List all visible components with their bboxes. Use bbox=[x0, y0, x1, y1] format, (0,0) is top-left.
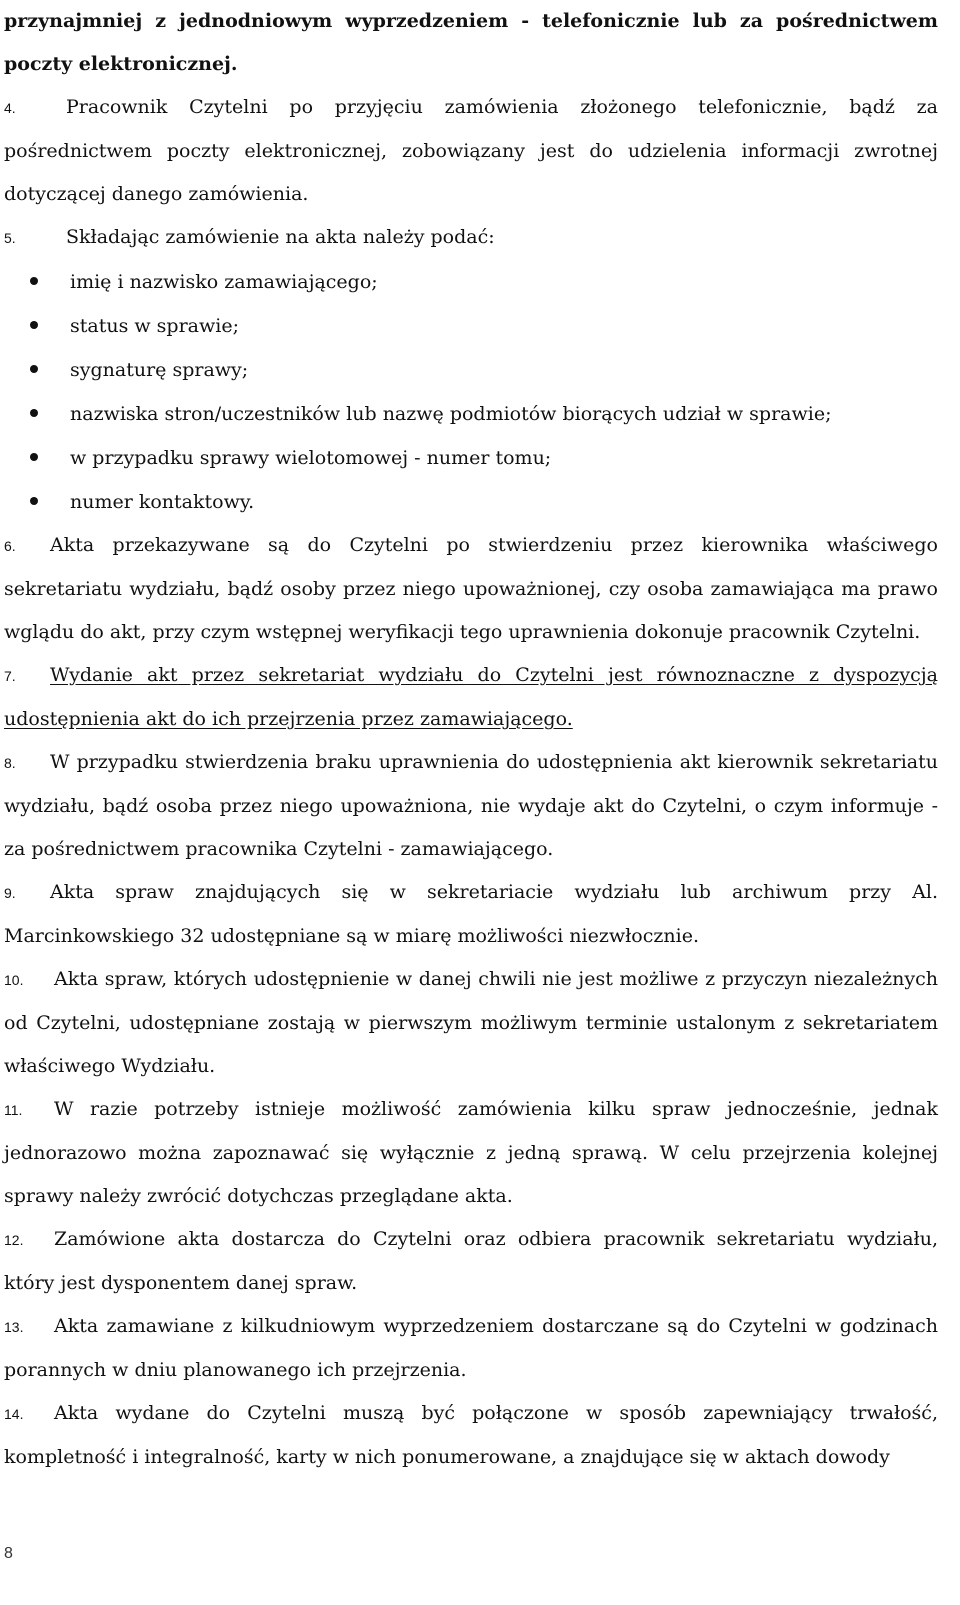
item-number: 6. bbox=[4, 538, 16, 554]
item-text: Składając zamówienie na akta należy podać: bbox=[66, 226, 495, 248]
page-number: 8 bbox=[4, 1545, 13, 1562]
item-number: 7. bbox=[4, 668, 16, 684]
item-number: 12. bbox=[4, 1232, 24, 1248]
bullet-icon bbox=[30, 321, 38, 329]
bullet-icon bbox=[30, 365, 38, 373]
item-text: W przypadku stwierdzenia braku uprawnienia do udostępnienia akt kierownik sekretariatu wydziału, bądź osoba przez niego upoważniona, nie wydaje akt do Czytelni, o czym informuje - za pośrednictwem pracownika Czytelni - zamawiającego. bbox=[4, 751, 938, 860]
item-number: 11. bbox=[4, 1102, 23, 1118]
item-number: 5. bbox=[4, 230, 16, 246]
bullet-icon bbox=[30, 453, 38, 461]
bullet-icon bbox=[30, 497, 38, 505]
intro-paragraph: przynajmniej z jednodniowym wyprzedzeniem - telefonicznie lub za pośrednictwem poczty elektronicznej. bbox=[4, 10, 938, 75]
item-12 bbox=[4, 1218, 938, 1305]
list-item: w przypadku sprawy wielotomowej - numer tomu; bbox=[4, 436, 938, 480]
list-item: numer kontaktowy. bbox=[4, 480, 938, 524]
item-text: Akta spraw, których udostępnienie w danej chwili nie jest możliwe z przyczyn niezależnych od Czytelni, udostępniane zostają w pierwszym możliwym terminie ustalonym z sekretariatem właściwego Wydziału. bbox=[4, 968, 938, 1077]
item-text: Akta przekazywane są do Czytelni po stwierdzeniu przez kierownika właściwego sekretariatu wydziału, bądź osoby przez niego upoważnionej, czy osoba zamawiająca ma prawo wglądu do akt, przy czym wstępnej weryfikacji tego uprawnienia dokonuje pracownik Czytelni. bbox=[4, 534, 938, 643]
list-item: imię i nazwisko zamawiającego; bbox=[4, 260, 938, 304]
item-10 bbox=[4, 958, 938, 1088]
item-number: 9. bbox=[4, 885, 16, 901]
list-item: status w sprawie; bbox=[4, 304, 938, 348]
bullet-icon bbox=[30, 277, 38, 285]
item-number: 8. bbox=[4, 755, 16, 771]
item-text: Akta zamawiane z kilkudniowym wyprzedzeniem dostarczane są do Czytelni w godzinach porannych w dniu planowanego ich przejrzenia. bbox=[4, 1315, 938, 1381]
list-item: sygnaturę sprawy; bbox=[4, 348, 938, 392]
item-9 bbox=[4, 871, 938, 958]
item-11 bbox=[4, 1088, 938, 1218]
item-14 bbox=[4, 1392, 938, 1479]
item-13 bbox=[4, 1305, 938, 1392]
item-7 bbox=[4, 654, 938, 741]
required-info-list bbox=[4, 260, 938, 524]
item-text: Wydanie akt przez sekretariat wydziału do Czytelni jest równoznaczne z dyspozycją udostępnienia akt do ich przejrzenia przez zamawiającego. bbox=[4, 664, 938, 730]
item-6 bbox=[4, 524, 938, 654]
item-number: 10. bbox=[4, 972, 24, 988]
item-text: Akta wydane do Czytelni muszą być połączone w sposób zapewniający trwałość, kompletność i integralność, karty w nich ponumerowane, a znajdujące się w aktach dowody bbox=[4, 1402, 938, 1468]
item-8 bbox=[4, 741, 938, 871]
item-text: Pracownik Czytelni po przyjęciu zamówienia złożonego telefonicznie, bądź za pośrednictwem poczty elektronicznej, zobowiązany jest do udzielenia informacji zwrotnej dotyczącej danego zamówienia. bbox=[4, 96, 938, 205]
item-text: Zamówione akta dostarcza do Czytelni oraz odbiera pracownik sekretariatu wydziału, który jest dysponentem danej spraw. bbox=[4, 1228, 938, 1294]
document-page bbox=[4, 0, 938, 1479]
item-number: 4. bbox=[4, 100, 16, 116]
item-text: Akta spraw znajdujących się w sekretariacie wydziału lub archiwum przy Al. Marcinkowskiego 32 udostępniane są w miarę możliwości niezwłocznie. bbox=[4, 881, 938, 947]
list-item: nazwiska stron/uczestników lub nazwę podmiotów biorących udział w sprawie; bbox=[4, 392, 938, 436]
item-5 bbox=[4, 216, 938, 260]
item-number: 14. bbox=[4, 1406, 24, 1422]
item-number: 13. bbox=[4, 1319, 24, 1335]
item-4 bbox=[4, 86, 938, 216]
item-text: W razie potrzeby istnieje możliwość zamówienia kilku spraw jednocześnie, jednak jednorazowo można zapoznawać się wyłącznie z jedną sprawą. W celu przejrzenia kolejnej sprawy należy zwrócić dotychczas przeglądane akta. bbox=[4, 1098, 938, 1207]
bullet-icon bbox=[30, 409, 38, 417]
